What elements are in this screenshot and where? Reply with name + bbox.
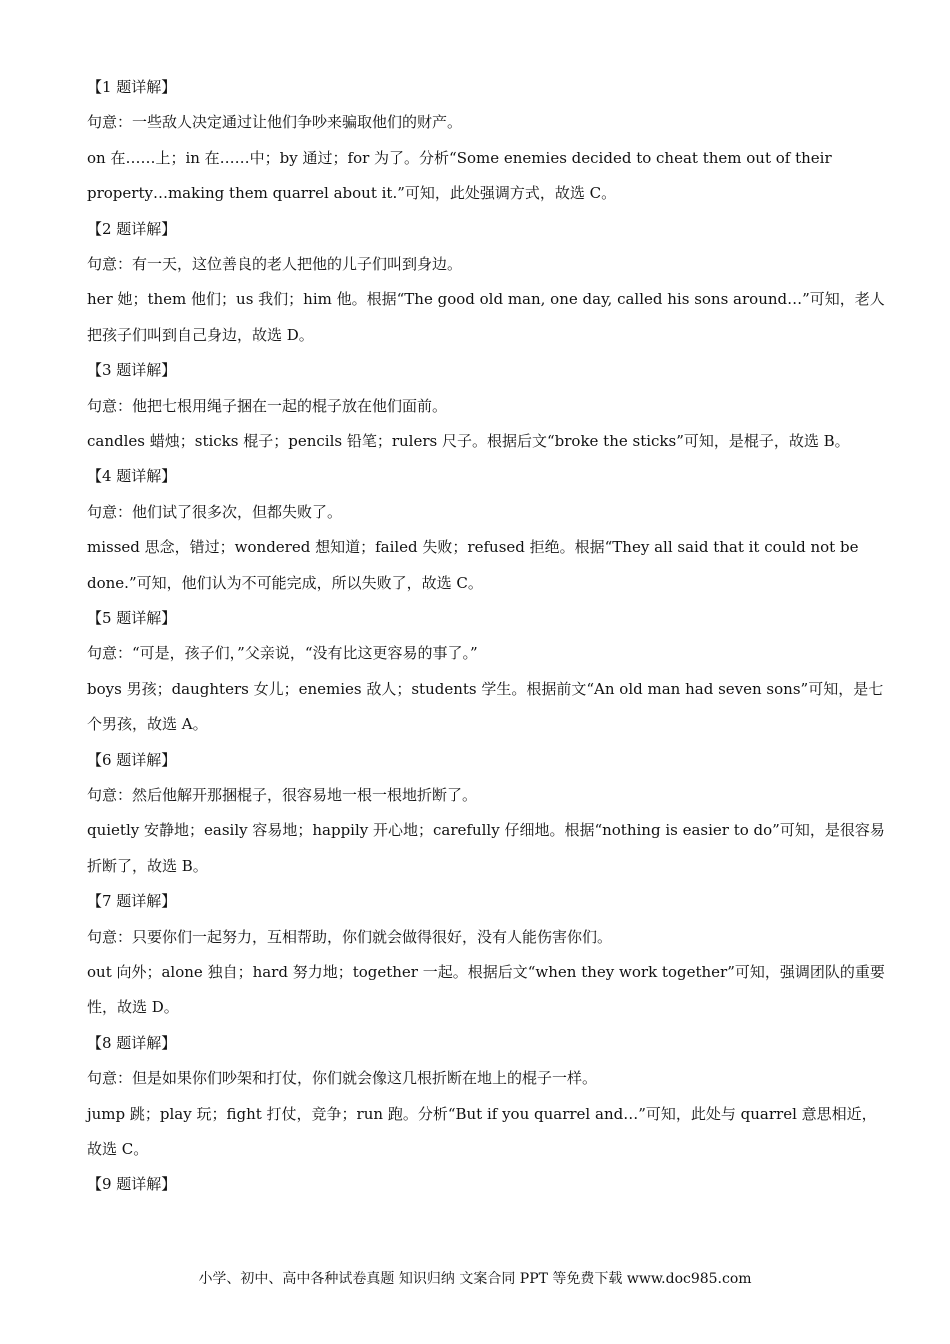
question-6-explanation: [87, 743, 887, 885]
option-analysis: missed 思念，错过；wondered 想知道；failed 失败；refused 拒绝。根据“They all said that it could not be done.”可知，他们认为不可能完成，所以失败了，故选 C。: [87, 538, 859, 592]
sentence-meaning: 句意：然后他解开那捆棍子，很容易地一根一根地折断了。: [87, 786, 478, 805]
option-analysis: candles 蜡烛；sticks 棍子；pencils 铅笔；rulers 尺子。根据后文“broke the sticks”可知，是棍子，故选 B。: [87, 432, 850, 451]
question-7-explanation: [87, 884, 887, 1026]
section-heading: 【3 题详解】: [87, 361, 177, 380]
sentence-meaning: 句意：他们试了很多次，但都失败了。: [87, 502, 343, 521]
sentence-meaning: 句意：有一天，这位善良的老人把他的儿子们叫到身边。: [87, 255, 463, 273]
sentence-meaning: 句意：他把七根用绳子捆在一起的棍子放在他们面前。: [87, 396, 448, 415]
question-9-explanation: [87, 1167, 887, 1202]
option-analysis: quietly 安静地；easily 容易地；happily 开心地；carefully 仔细地。根据“nothing is easier to do”可知，是很容易折断了，故选 B。: [87, 821, 885, 875]
sentence-meaning: 句意：只要你们一起努力，互相帮助，你们就会做得很好，没有人能伤害你们。: [87, 927, 613, 946]
sentence-meaning: 句意：一些敌人决定通过让他们争吵来骗取他们的财产。: [87, 113, 463, 132]
sentence-meaning: 句意：“可是，孩子们，”父亲说，“没有比这更容易的事了。”: [87, 644, 478, 663]
option-analysis: boys 男孩；daughters 女儿；enemies 敌人；students 学生。根据前文“An old man had seven sons”可知，是七个男孩，故选 A。: [87, 679, 884, 734]
section-heading: 【4 题详解】: [87, 467, 177, 486]
page-footer: 小学、初中、高中各种试卷真题 知识归纳 文案合同 PPT 等免费下载 www.doc985.com: [198, 1271, 752, 1287]
section-heading: 【2 题详解】: [87, 219, 177, 238]
section-heading: 【8 题详解】: [87, 1033, 177, 1052]
option-analysis: jump 跳；play 玩；fight 打仗，竞争；run 跑。分析“But if you quarrel and…”可知，此处与 quarrel 意思相近，故选 C。: [87, 1104, 877, 1159]
question-5-explanation: [87, 601, 887, 743]
section-heading: 【1 题详解】: [87, 78, 177, 96]
option-analysis: out 向外；alone 独自；hard 努力地；together 一起。根据后文“when they work together”可知，强调团队的重要性，故选 D。: [87, 963, 885, 1017]
question-2-explanation: [87, 212, 887, 354]
option-analysis: her 她；them 他们；us 我们；him 他。根据“The good old man, one day, called his sons around…”可知，老人把孩子们叫到自己身边，故选 D。: [87, 290, 885, 344]
section-heading: 【5 题详解】: [87, 609, 177, 628]
question-8-explanation: [87, 1026, 887, 1168]
question-3-explanation: [87, 353, 887, 459]
section-heading: 【9 题详解】: [87, 1175, 177, 1194]
answer-explanations: [87, 70, 887, 1203]
section-heading: 【7 题详解】: [87, 892, 177, 911]
section-heading: 【6 题详解】: [87, 750, 177, 769]
option-analysis: on 在……上；in 在……中；by 通过；for 为了。分析“Some enemies decided to cheat them out of their property…making them quarrel about it.”可知，此处强调方式，故选 C。: [87, 148, 832, 203]
question-1-explanation: [87, 70, 887, 212]
sentence-meaning: 句意：但是如果你们吵架和打仗，你们就会像这几根折断在地上的棍子一样。: [87, 1069, 598, 1088]
question-4-explanation: [87, 459, 887, 601]
